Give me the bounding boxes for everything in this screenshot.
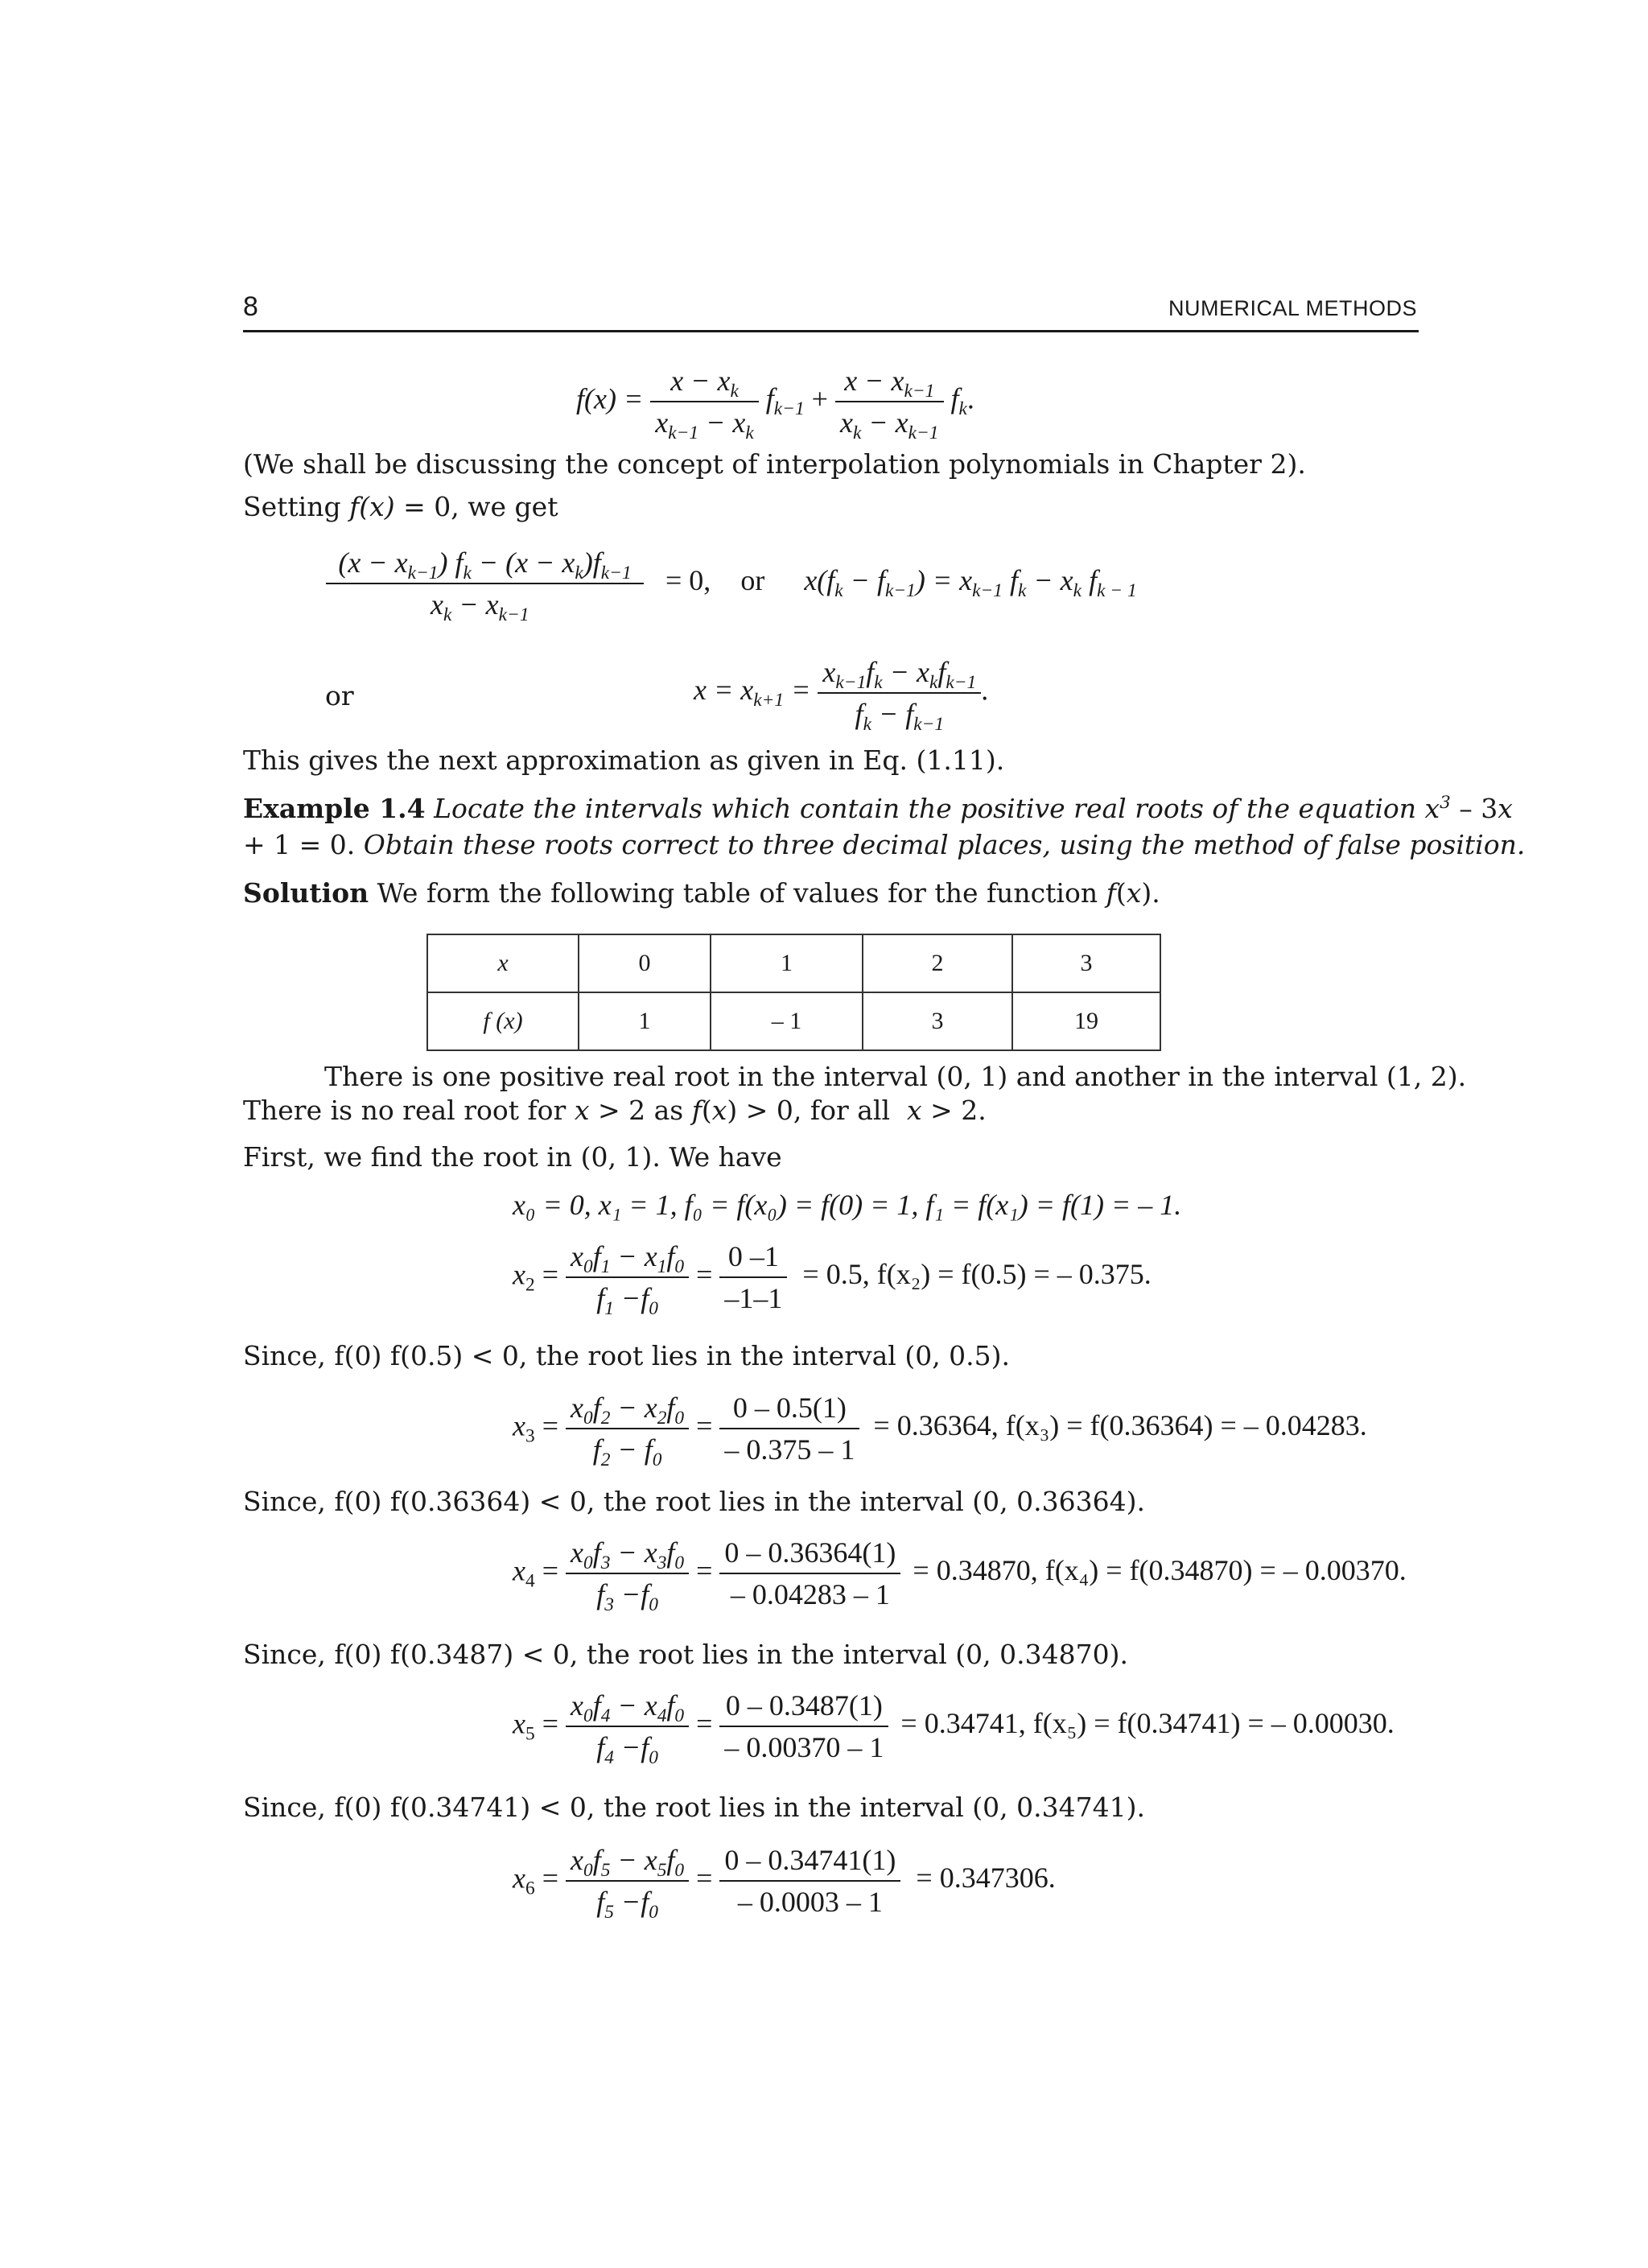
equation-x5: $x_5$ = $\frac{x_0f_4 - x_4f_0}{f_4 -f_0}$ = $\frac{0 - 0.3487(1)}{- 0.00370 - 1}$ = 0.34741, f(x₅) = f(0.34741) = – 0.00030. <box>513 1689 1395 1769</box>
example-text-2: + 1 = 0. <box>243 829 356 860</box>
fraction: $\frac{x_0f_4 - x_4f_0}{f_4 -f_0}$ <box>566 1689 689 1764</box>
values-table <box>426 934 1161 1051</box>
running-title: NUMERICAL METHODS <box>1168 296 1418 320</box>
x5-result: = 0.34741, f(x₅) = f(0.34741) = – 0.00030. <box>900 1707 1395 1740</box>
table-row <box>427 934 1160 992</box>
x6-result: = 0.347306. <box>916 1862 1056 1895</box>
table-cell: – 1 <box>711 992 863 1050</box>
paragraph-no-root: There is no real root for x > 2 as f(x) > 0, for all x > 2. <box>243 1095 987 1126</box>
eq-fx-lhs: f(x) = <box>576 382 644 415</box>
paragraph-since-2: Since, f(0) f(0.36364) < 0, the root lies in the interval (0, 0.36364). <box>243 1486 1145 1517</box>
x5-den2: – 0.00370 – 1 <box>724 1731 884 1763</box>
fraction: $\frac{x - x_{k-1}}{x_k - x_{k-1}}$ <box>835 364 944 439</box>
x2-den2: –1–1 <box>724 1282 783 1314</box>
fraction: $\frac{x - x_k}{x_{k-1} - x_k}$ <box>650 364 759 439</box>
equation-initial-values: x₀ = 0, x₁ = 1, f₀ = f(x₀) = f(0) = 1, f₁ = f(x₁) = f(1) = – 1. <box>513 1189 1182 1221</box>
setting-text: Setting <box>243 491 350 522</box>
equation-next-x: $x = x_{k+1}$ = $\frac{x_{k-1}f_k - x_kf_{k-1}}{f_k - f_{k-1}}$ . <box>694 656 989 736</box>
table-cell: 0 <box>579 934 711 992</box>
paragraph-interp-note: (We shall be discussing the concept of interpolation polynomials in Chapter 2). <box>243 448 1306 480</box>
x4-result: = 0.34870, f(x₄) = f(0.34870) = – 0.00370. <box>913 1554 1407 1587</box>
table-cell: 19 <box>1012 992 1160 1050</box>
paragraph-one-root: There is one positive real root in the interval (0, 1) and another in the interval (1, 2). <box>324 1061 1467 1092</box>
equation-interpolation: f(x) = $\frac{x - x_k}{x_{k-1} - x_k}$ $f_{k-1}$ + $\frac{x - x_{k-1}}{x_k - x_{k-1}}$ $f_k$. <box>576 365 974 444</box>
fraction: $\frac{x_0f_5 - x_5f_0}{f_5 -f_0}$ <box>566 1843 689 1919</box>
header-rule <box>243 330 1419 332</box>
paragraph-first: First, we find the root in (0, 1). We have <box>243 1141 782 1173</box>
paragraph-setting <box>243 491 558 522</box>
x5-num2: 0 – 0.3487(1) <box>719 1689 888 1727</box>
equation-x2: $x_2$ = $\frac{x_0f_1 - x_1f_0}{f_1 -f_0}$ = $\frac{0 -1}{-1-1}$ = 0.5, f(x₂) = f(0.5) = – 0.375. <box>513 1240 1152 1320</box>
setting-fx: f(x) <box>349 491 395 522</box>
equation-x6: $x_6$ = $\frac{x_0f_5 - x_5f_0}{f_5 -f_0}$ = $\frac{0 - 0.34741(1)}{- 0.0003 - 1}$ = 0.347306. <box>513 1844 1056 1924</box>
solution-text: We form the following table of values for the function <box>377 877 1098 909</box>
fraction: $\frac{x_0f_2 - x_2f_0}{f_2 - f_0}$ <box>566 1391 689 1466</box>
table-header-cell: x <box>427 934 579 992</box>
equation-setting-zero: $\frac{(x - x_{k-1}) f_k - (x - x_k)f_{k-1}}{x_k - x_{k-1}}$ = 0, or $x(f_k - f_{k-1}) = x_{k-1}$ $f_k - x_k$ $f_{k - 1}$ <box>326 546 1137 621</box>
x4-den2: – 0.04283 – 1 <box>730 1578 890 1610</box>
paragraph-since-1: Since, f(0) f(0.5) < 0, the root lies in the interval (0, 0.5). <box>243 1340 1011 1371</box>
eq-plus: + <box>811 382 828 415</box>
example-line-2 <box>243 829 1525 860</box>
table-cell: 1 <box>579 992 711 1050</box>
example-text-3: Obtain these roots correct to three decimal places, using the method of false position. <box>363 829 1526 860</box>
fraction: $\frac{x_0f_1 - x_1f_0}{f_1 -f_0}$ <box>566 1239 689 1315</box>
solution-line: Solution We form the following table of values for the function f(x). <box>243 877 1160 909</box>
table-row <box>427 992 1160 1050</box>
fraction <box>719 1391 859 1466</box>
fraction <box>719 1843 900 1919</box>
fraction <box>719 1239 787 1315</box>
no-root-text-b: as <box>653 1095 684 1126</box>
table-cell: 1 <box>711 934 863 992</box>
paragraph-since-3: Since, f(0) f(0.3487) < 0, the root lies in the interval (0, 0.34870). <box>243 1639 1128 1670</box>
x2-num2: 0 –1 <box>719 1239 787 1278</box>
x4-num2: 0 – 0.36364(1) <box>719 1536 900 1574</box>
paragraph-since-4: Since, f(0) f(0.34741) < 0, the root lies in the interval (0, 0.34741). <box>243 1792 1145 1823</box>
fraction <box>719 1536 900 1611</box>
solution-label: Solution <box>243 877 369 909</box>
fraction <box>719 1689 888 1764</box>
fraction: $\frac{x_{k-1}f_k - x_kf_{k-1}}{f_k - f_{k-1}}$ <box>818 655 981 731</box>
no-root-text-a: There is no real root for <box>243 1095 566 1126</box>
example-text-1: Locate the intervals which contain the positive real roots of the equation <box>434 793 1417 824</box>
eq-or: or <box>740 564 765 597</box>
equation-x3: $x_3$ = $\frac{x_0f_2 - x_2f_0}{f_2 - f_0}$ = $\frac{0 - 0.5(1)}{- 0.375 - 1}$ = 0.36364, f(x₃) = f(0.36364) = – 0.04283. <box>513 1392 1367 1471</box>
page-number: 8 <box>243 291 258 322</box>
example-label: Example 1.4 <box>243 793 426 824</box>
x3-den2: – 0.375 – 1 <box>724 1433 855 1466</box>
no-root-text-c: for all <box>810 1095 891 1126</box>
table-cell: 3 <box>863 992 1012 1050</box>
x2-result: = 0.5, f(x₂) = f(0.5) = – 0.375. <box>802 1258 1152 1291</box>
x6-den2: – 0.0003 – 1 <box>737 1886 883 1918</box>
eq-zero: = 0, <box>665 564 711 597</box>
x3-result: = 0.36364, f(x₃) = f(0.36364) = – 0.04283. <box>873 1409 1367 1442</box>
or-label: or <box>325 680 354 711</box>
x6-num2: 0 – 0.34741(1) <box>719 1843 900 1882</box>
example-heading: Example 1.4 Locate the intervals which contain the positive real roots of the equation $x^3 - 3x$ <box>243 793 1513 824</box>
setting-text-end: = 0, we get <box>394 491 558 522</box>
table-header-cell: f (x) <box>427 992 579 1050</box>
fraction: $\frac{(x - x_{k-1}) f_k - (x - x_k)f_{k-1}}{x_k - x_{k-1}}$ <box>326 546 644 621</box>
fraction: $\frac{x_0f_3 - x_3f_0}{f_3 -f_0}$ <box>566 1536 689 1611</box>
equation-x4: $x_4$ = $\frac{x_0f_3 - x_3f_0}{f_3 -f_0}$ = $\frac{0 - 0.36364(1)}{- 0.04283 - 1}$ = 0.34870, f(x₄) = f(0.34870) = – 0.00370. <box>513 1536 1407 1616</box>
table-cell: 3 <box>1012 934 1160 992</box>
x3-num2: 0 – 0.5(1) <box>719 1391 859 1429</box>
paragraph-next-approx: This gives the next approximation as given in Eq. (1.11). <box>243 744 1005 776</box>
table-cell: 2 <box>863 934 1012 992</box>
